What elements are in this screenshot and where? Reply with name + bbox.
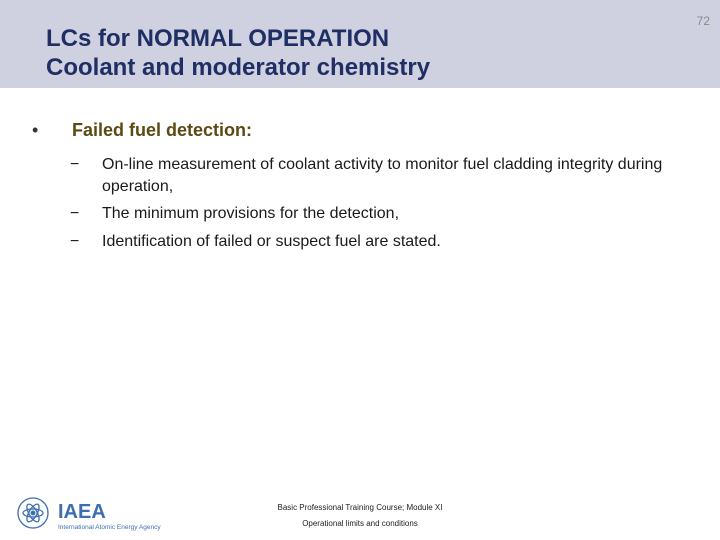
footer-topic: Operational limits and conditions — [302, 519, 418, 528]
logo-wordmark: IAEA — [58, 501, 106, 523]
footer-course: Basic Professional Training Course; Module XI — [277, 503, 443, 512]
logo-subtitle: International Atomic Energy Agency — [58, 524, 161, 531]
dash-marker: − — [70, 156, 80, 173]
sub-item-text: The minimum provisions for the detection, — [102, 205, 400, 222]
sub-item-text: Identification of failed or suspect fuel are stated. — [102, 233, 441, 250]
atom-emblem-icon — [18, 498, 48, 528]
slide-title-line-1: LCs for NORMAL OPERATION — [46, 25, 390, 52]
dash-marker: − — [70, 233, 80, 250]
title-banner — [0, 0, 720, 88]
slide-title-line-2: Coolant and moderator chemistry — [46, 54, 431, 81]
bullet-marker: • — [32, 120, 39, 140]
bullet-text: Failed fuel detection: — [72, 120, 253, 140]
sub-item-text: On-line measurement of coolant activity to monitor fuel cladding integrity during operation, — [102, 156, 663, 195]
dash-marker: − — [70, 205, 80, 222]
page-number: 72 — [696, 14, 710, 28]
iaea-logo — [14, 494, 184, 534]
slide-title — [46, 24, 430, 82]
